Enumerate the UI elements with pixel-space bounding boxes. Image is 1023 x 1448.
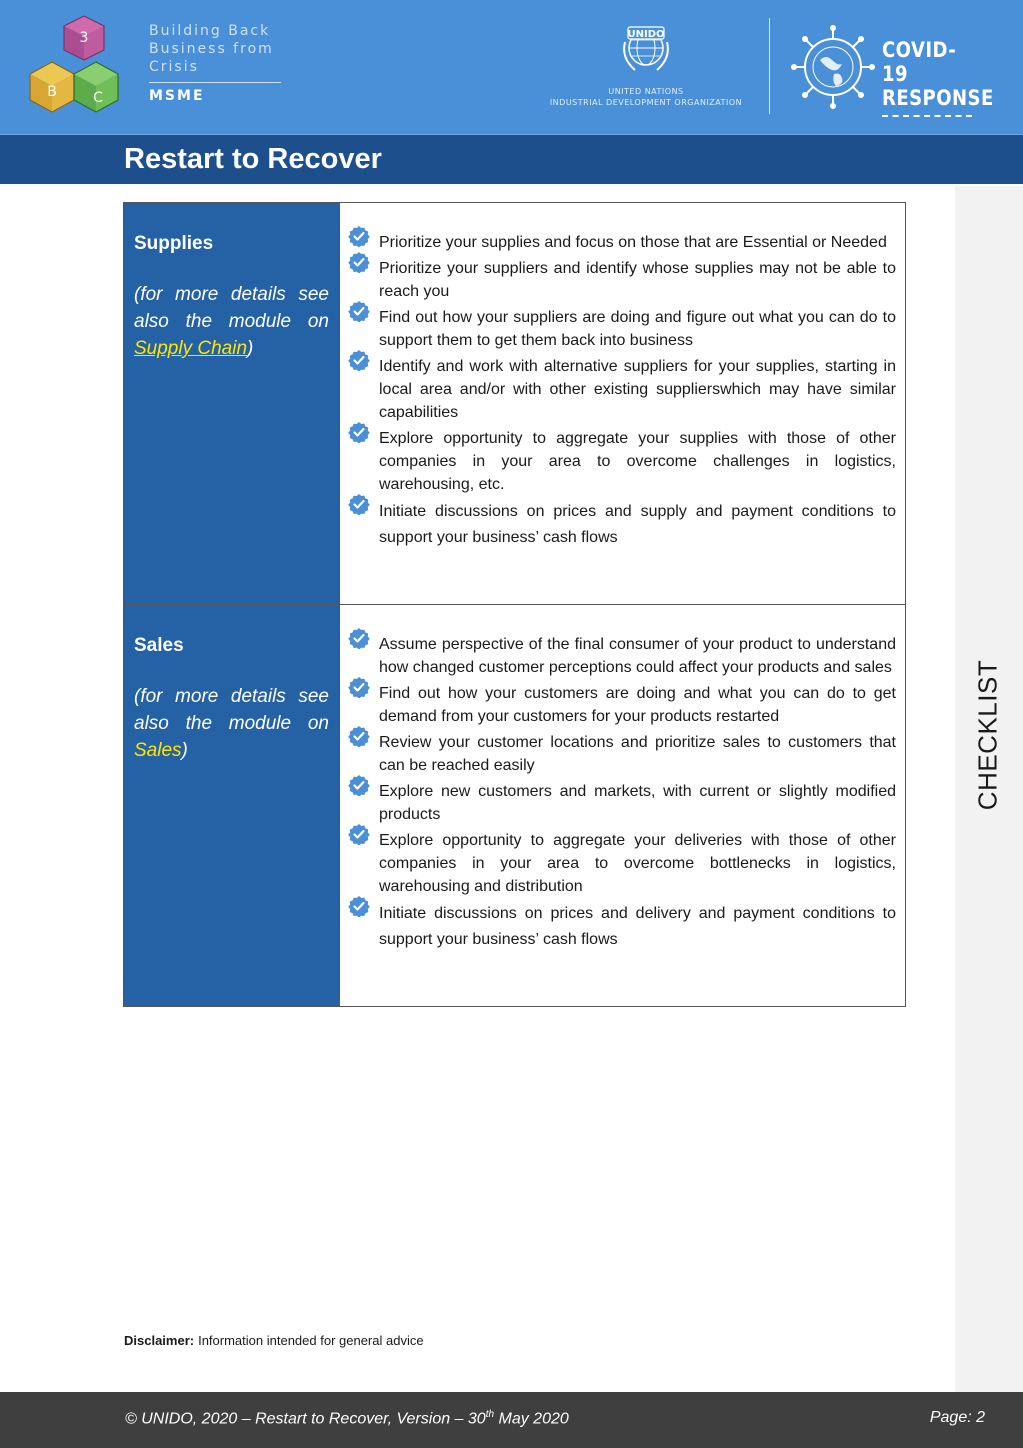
sales-category-cell [124,605,340,1006]
brand-tag: MSME [149,88,205,104]
verified-check-icon [348,421,370,443]
verified-check-icon [348,823,370,845]
verified-check-icon [348,627,370,649]
verified-check-icon [348,251,370,273]
page-number: Page: 2 [929,1409,985,1426]
covid-line-1: COVID-19 [882,38,957,86]
list-item-text: Identify and work with alternative suppliers for your supplies, starting in local area and/or with other existing supplierswhich may have similar capabilities [379,358,896,421]
verified-check-icon [348,493,370,515]
list-item-text: Explore opportunity to aggregate your supplies with those of other companies in your area to overcome challenges in logistics, warehousing, etc. [379,430,896,493]
list-item-text: Prioritize your suppliers and identify whose supplies may not be able to reach you [379,260,896,300]
supplies-note-prefix: (for more details see also the module on [134,284,329,332]
unido-name-line-1: UNITED NATIONS [608,87,684,96]
sales-heading: Sales [134,635,184,656]
supplies-note-suffix: ) [247,338,254,359]
b3c-cubes-logo [26,12,138,124]
sales-note-prefix: (for more details see also the module on [134,686,329,734]
verified-check-icon [348,774,370,796]
checklist-side-label: CHECKLIST [972,659,1003,811]
checklist-table [123,202,906,1007]
covid-dash-rule [882,115,972,117]
sales-checklist-cell [340,605,905,1006]
disclaimer [124,1333,424,1348]
title-bar [0,134,1023,184]
logo-letter-b: B [47,84,57,100]
list-item [348,829,896,898]
supply-chain-module-link[interactable]: Supply Chain [134,338,248,359]
footer-date-suffix: th [485,1409,495,1420]
disclaimer-text: Information intended for general advice [198,1333,424,1348]
verified-check-icon [348,225,370,247]
logo-letter-c: C [93,90,103,106]
list-item-text: Initiate discussions on prices and delivery and payment conditions to support your business’ cash flows [379,905,896,948]
list-item-text: Find out how your suppliers are doing and figure out what you can do to support them to get them back into business [379,309,896,349]
unido-name-line-2: INDUSTRIAL DEVELOPMENT ORGANIZATION [549,98,743,107]
covid-response-label [882,38,994,117]
list-item [348,355,896,424]
list-item [348,901,896,953]
unido-logo [540,22,752,112]
list-item-text: Explore opportunity to aggregate your deliveries with those of other companies in your area to overcome bottlenecks in logistics, warehousing and distribution [379,832,896,895]
sales-module-link[interactable]: Sales [134,740,182,761]
footer-copyright [125,1409,569,1428]
list-item [348,257,896,303]
page-title: Restart to Recover [124,143,382,175]
list-item [348,231,896,254]
list-item-text: Find out how your customers are doing and what you can do to get demand from your customers for your products restarted [379,685,896,725]
list-item [348,499,896,551]
logo-letter-3: 3 [79,30,89,46]
footer-copyright-date: May 2020 [494,1410,569,1428]
list-item-text: Review your customer locations and prioritize sales to customers that can be reached easily [379,734,896,774]
unido-emblem-text: UNIDO [627,29,665,40]
list-item-text: Initiate discussions on prices and supply and payment conditions to support your business’ cash flows [379,503,896,546]
disclaimer-label: Disclaimer: [124,1333,195,1348]
list-item-text: Explore new customers and markets, with current or slightly modified products [379,783,896,823]
list-item [348,780,896,826]
footer-copyright-prefix: © UNIDO, 2020 – Restart to Recover, Version – 30 [125,1410,486,1428]
supplies-checklist-cell [340,203,905,604]
list-item-text: Prioritize your supplies and focus on those that are Essential or Needed [379,234,887,251]
verified-check-icon [348,725,370,747]
un-emblem-icon [615,22,677,78]
table-row-sales [124,605,905,1006]
list-item [348,731,896,777]
header-divider [769,18,770,114]
verified-check-icon [348,676,370,698]
supplies-category-cell [124,203,340,604]
brand-divider [149,82,281,83]
supplies-note [134,281,329,362]
sales-note [134,683,329,764]
list-item-text: Assume perspective of the final consumer of your product to understand how changed customer perceptions could affect your products and sales [379,636,896,676]
verified-check-icon [348,349,370,371]
verified-check-icon [348,895,370,917]
brand-line-2: Business from [149,41,274,57]
supplies-heading: Supplies [134,233,214,254]
list-item [348,306,896,352]
page-footer [0,1392,1023,1448]
verified-check-icon [348,300,370,322]
table-row-supplies [124,203,905,605]
covid-line-2: RESPONSE [882,86,994,110]
list-item [348,682,896,728]
covid-globe-icon [790,24,876,110]
brand-block [149,22,283,104]
brand-line-3: Crisis [149,59,199,75]
sales-note-suffix: ) [181,740,188,761]
list-item [348,427,896,496]
brand-line-1: Building Back [149,23,271,39]
list-item [348,633,896,679]
header-banner [0,0,1023,134]
